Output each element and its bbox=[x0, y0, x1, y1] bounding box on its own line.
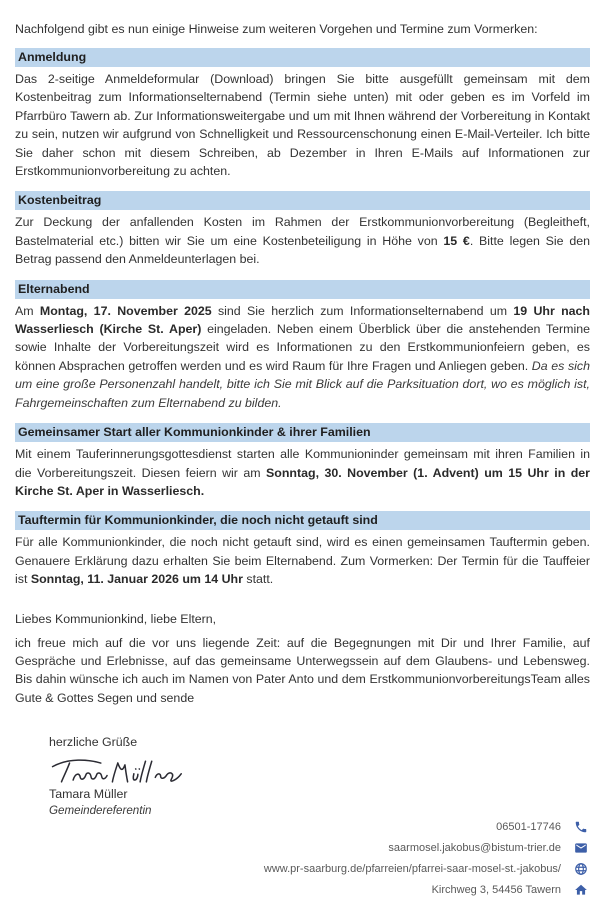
signature-block bbox=[49, 755, 590, 819]
section-header-gemeinsamer-start: Gemeinsamer Start aller Kommunionkinder & ihrer Familien bbox=[15, 423, 590, 442]
tauftermin-text-1: Für alle Kommunionkinder, die noch nicht getauft sind, wird es einen gemeinsamen Tauftermin geben. Genauere Erklärung dazu erhalten Sie beim Elternabend. Zum Vormerken: Der Termin für die Tauffeier ist bbox=[15, 535, 590, 587]
closing-salutation: Liebes Kommunionkind, liebe Eltern, bbox=[15, 611, 217, 626]
phone-number: 06501-17746 bbox=[496, 821, 561, 834]
handwritten-signature bbox=[49, 755, 183, 789]
kostenbeitrag-text-1: Zur Deckung der anfallenden Kosten im Rahmen der Erstkommunionvorbereitung (Begleitheft, Bastelmaterial etc.) bitten wir Sie um eine Kostenbeteiligung in Höhe von bbox=[15, 215, 590, 248]
kostenbeitrag-text-2: . Bitte legen Sie den Betrag passend den Anmeldeunterlagen bei. bbox=[15, 233, 590, 267]
elternabend-text-2: sind Sie herzlich zum Informationselternabend um bbox=[211, 303, 514, 318]
section-header-tauftermin: Tauftermin für Kommunionkinder, die noch nicht getauft sind bbox=[15, 511, 590, 530]
footer-row-phone bbox=[15, 819, 588, 835]
elternabend-parking-note: Da es sich um eine große Personenzahl handelt, bitte ich Sie mit Blick auf die Parksituation dort, wo es möglich ist, Fahrgemeinschaften zum Elternabend zu bilden. bbox=[15, 358, 590, 410]
section-gemeinsamer-start bbox=[15, 423, 590, 500]
footer-row-email bbox=[15, 840, 588, 856]
section-body-kostenbeitrag bbox=[15, 213, 590, 268]
postal-address: Kirchweg 3, 54456 Tawern bbox=[431, 884, 561, 897]
tauftermin-date: Sonntag, 11. Januar 2026 um 14 Uhr bbox=[30, 572, 243, 587]
section-kostenbeitrag bbox=[15, 191, 590, 268]
elternabend-date: Montag, 17. November 2025 bbox=[39, 303, 212, 318]
section-anmeldung bbox=[15, 48, 590, 180]
kostenbeitrag-amount: 15 € bbox=[443, 233, 470, 248]
tauftermin-text-2: statt. bbox=[242, 572, 274, 587]
phone-icon bbox=[573, 820, 588, 835]
globe-icon bbox=[573, 862, 588, 877]
section-elternabend bbox=[15, 280, 590, 412]
home-icon bbox=[573, 883, 588, 898]
section-body-anmeldung bbox=[15, 70, 590, 180]
envelope-icon bbox=[573, 841, 588, 856]
footer-row-address bbox=[15, 882, 588, 898]
printed-name: Tamara Müller bbox=[49, 787, 128, 802]
email-address: saarmosel.jakobus@bistum-trier.de bbox=[388, 842, 561, 855]
sender-role: Gemeindereferentin bbox=[49, 804, 152, 818]
section-body-elternabend bbox=[15, 302, 590, 412]
section-header-anmeldung: Anmeldung bbox=[15, 48, 590, 67]
section-header-elternabend: Elternabend bbox=[15, 280, 590, 299]
footer-row-website bbox=[15, 861, 588, 877]
elternabend-time-location: 19 Uhr nach Wasserliesch (Kirche St. Aper) bbox=[15, 303, 590, 337]
closing-greeting: herzliche Grüße bbox=[49, 735, 138, 750]
section-body-tauftermin bbox=[15, 533, 590, 588]
closing-body: ich freue mich auf die vor uns liegende Zeit: auf die Begegnungen mit Dir und Ihrer Familie, auf Gespräche und Erlebnisse, auf das gemeinsame Unterwegssein auf dem Glaubens- und Lebensweg. Bis dahin wünsche ich auch im Namen von Pater Anto und dem ErstkommunionvorbereitungsTeam alles Gute & Gottes Segen und sende bbox=[15, 635, 590, 705]
elternabend-text-1: Am bbox=[15, 303, 40, 318]
anmeldung-text: Das 2-seitige Anmeldeformular (Download) bringen Sie bitte ausgefüllt gemeinsam mit dem Kostenbeitrag zum Informationselternabend (Termin siehe unten) mit oder geben es im Vorfeld im Pfarrbüro Tawern ab. Zur Informationsweitergabe und um mit Ihnen während der Vorbereitung in Kontakt zu sein, nutzen wir aufgrund von Schnelligkeit und Ressourcenschonung einen E-Mail-Verteiler. Ich bitte Sie daher schon mit diesem Schreiben, ab Dezember in Ihren E-Mails auf Informationen zur Erstkommunionvorbereitung zu achten. bbox=[15, 72, 590, 179]
section-tauftermin bbox=[15, 511, 590, 588]
elternabend-text-3: eingeladen. Neben einem Überblick über die anstehenden Termine sowie Inhalte der Vorbereitungszeit wird es Informationen zu den Erstkommunionfeiern geben, es können Absprachen getroffen werden und es wird Raum für Ihre Fragen und Anliegen geben. bbox=[15, 322, 591, 373]
intro-line: Nachfolgend gibt es nun einige Hinweise zum weiteren Vorgehen und Termine zum Vormerken: bbox=[15, 22, 538, 36]
section-header-kostenbeitrag: Kostenbeitrag bbox=[15, 191, 590, 210]
gemeinsamer-start-date: Sonntag, 30. November (1. Advent) um 15 Uhr in der Kirche St. Aper in Wasserliesch. bbox=[15, 465, 590, 498]
section-body-gemeinsamer-start bbox=[15, 445, 590, 500]
website-url: www.pr-saarburg.de/pfarreien/pfarrei-saar-mosel-st.-jakobus/ bbox=[263, 863, 561, 876]
gemeinsamer-start-text-1: Mit einem Tauferinnerungsgottesdienst starten alle Kommunioninder gemeinsam mit ihren Familien in die Vorbereitungszeit. Diesen feiern wir am bbox=[15, 447, 590, 480]
